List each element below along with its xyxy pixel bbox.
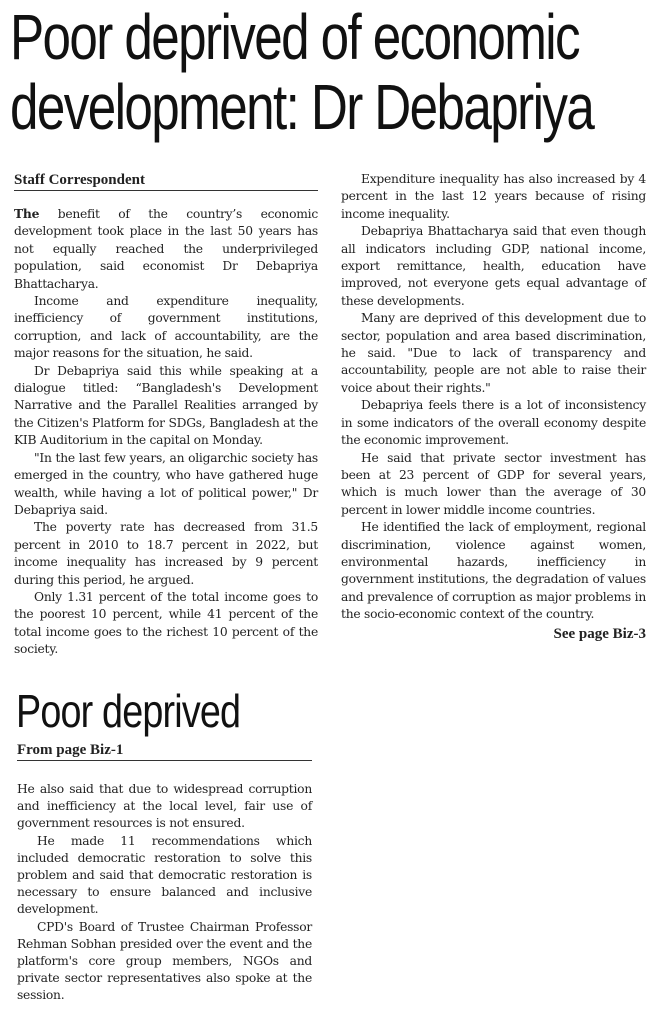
paragraph: He identified the lack of employment, regional discrimination, violence against women, environmental hazards, inefficiency in government institutions, the degradation of values and prevalence of corruption as major problems in the socio-economic context of the country. — [341, 520, 646, 622]
paragraph: He said that private sector investment has been at 23 percent of GDP for several years, which is much lower than the average of 30 percent in lower middle income countries. — [341, 450, 646, 517]
paragraph: Expenditure inequality has also increased by 4 percent in the last 12 years because of rising income inequality. — [341, 172, 646, 221]
paragraph: Many are deprived of this development due to sector, population and area based discrimination, he said. "Due to lack of transparency and accountability, people are not able to raise their voice about their rights." — [341, 311, 646, 395]
article-headline — [10, 1, 594, 143]
from-page-label: From page Biz-1 — [17, 741, 312, 761]
paragraph: CPD's Board of Trustee Chairman Professor Rehman Sobhan presided over the event and the platform's core group members, NGOs and private sector representatives also spoke at the session. — [17, 919, 312, 1003]
paragraph: He also said that due to widespread corruption and inefficiency at the local level, fair use of government resources is not ensured. — [17, 782, 312, 831]
headline-line-2: development: Dr Debapriya — [10, 71, 594, 143]
paragraph: The benefit of the country’s economic development took place in the last 50 years has not equally reached the underprivileged population, said economist Dr Debapriya Bhattacharya. — [14, 206, 318, 291]
article-column-left — [14, 171, 318, 659]
continuation-note: See page Biz-3 — [553, 625, 646, 642]
byline: Staff Correspondent — [14, 171, 318, 191]
lead-word: The — [14, 206, 40, 221]
paragraph: Only 1.31 percent of the total income goes to the poorest 10 percent, while 41 percent of the total income goes to the richest 10 percent of the society. — [14, 589, 318, 657]
jump-column — [17, 741, 312, 1005]
paragraph: Debapriya feels there is a lot of inconsistency in some indicators of the overall economy despite the economic improvement. — [341, 398, 646, 448]
paragraph: Income and expenditure inequality, inefficiency of government institutions, corruption, and lack of accountability, are the major reasons for the situation, he said. — [14, 294, 318, 361]
paragraph: The poverty rate has decreased from 31.5 percent in 2010 to 18.7 percent in 2022, but income inequality has increased by 9 percent during this period, he argued. — [14, 520, 318, 587]
paragraph: Debapriya Bhattacharya said that even though all indicators including GDP, national income, export remittance, health, education have improved, not everyone gets equal advantage of these developments. — [341, 224, 646, 308]
paragraph: Dr Debapriya said this while speaking at a dialogue titled: “Bangladesh's Development Narrative and the Parallel Realities arranged by the Citizen's Platform for SDGs, Bangladesh at the KIB Auditorium in the capital on Monday. — [14, 363, 318, 448]
paragraph: He made 11 recommendations which included democratic restoration to solve this problem and said that democratic restoration is necessary to ensure balanced and inclusive development. — [17, 833, 312, 917]
paragraph: "In the last few years, an oligarchic society has emerged in the country, who have gathered huge wealth, while having a lot of political power," Dr Debapriya said. — [14, 450, 318, 517]
article-column-right — [341, 171, 646, 643]
jump-headline: Poor deprived — [16, 685, 241, 737]
headline-line-1: Poor deprived of economic — [10, 1, 580, 73]
